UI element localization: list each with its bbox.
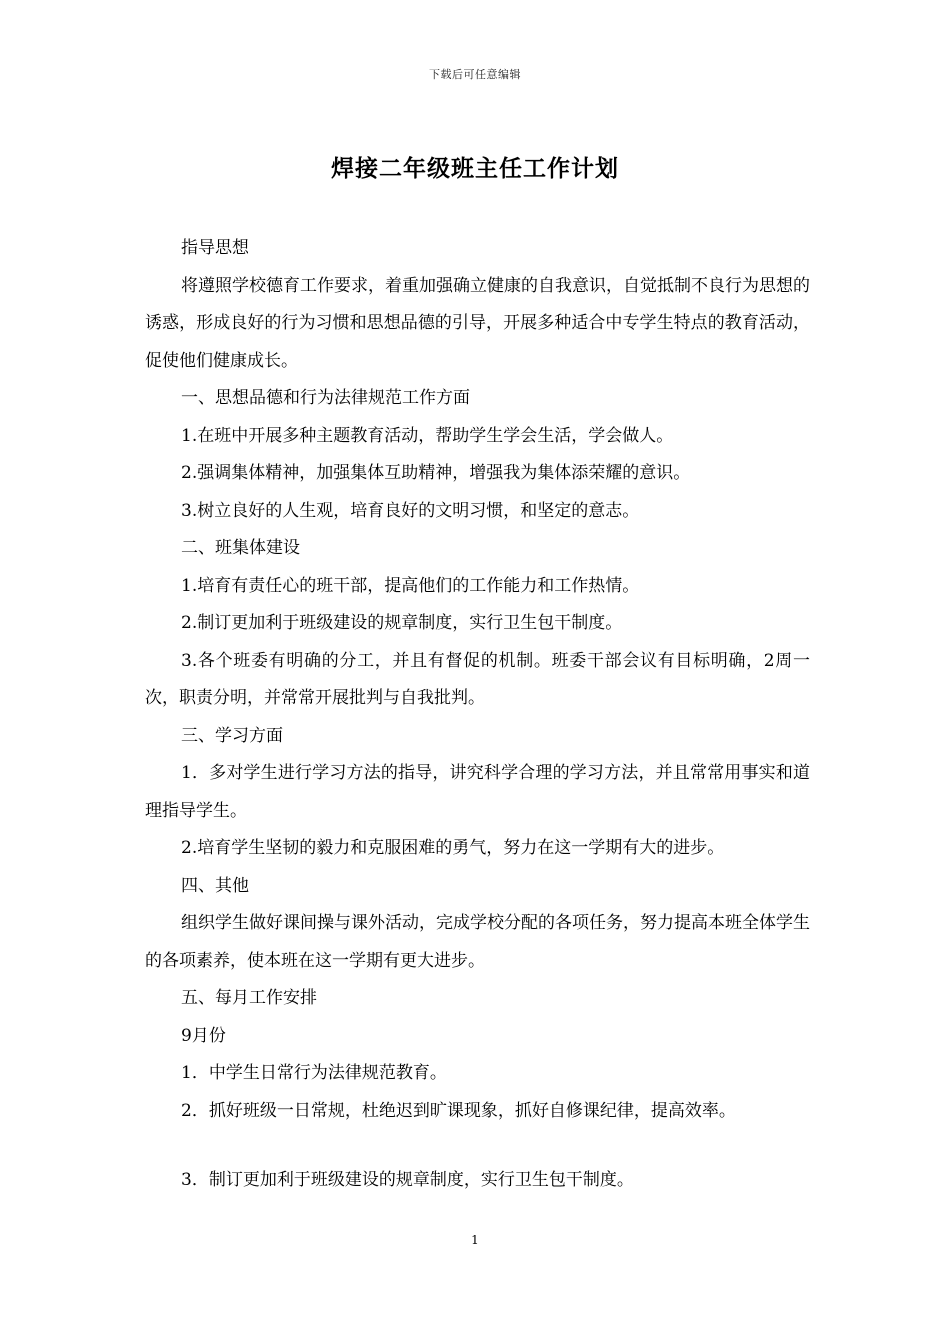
list-item: 1.在班中开展多种主题教育活动，帮助学生学会生活，学会做人。: [181, 425, 674, 446]
list-item: 2.制订更加利于班级建设的规章制度，实行卫生包干制度。: [181, 613, 623, 633]
paragraph: 将遵照学校德育工作要求，着重加强确立健康的自我意识，自觉抵制不良行为思想的诱惑，形成良好的行为习惯和思想品德的引导，开展多种适合中专学生特点的教育活动，促使他们健康成长。: [145, 275, 810, 371]
list-item: 1.培育有责任心的班干部，提高他们的工作能力和工作热情。: [181, 575, 640, 596]
list-item: 2.强调集体精神，加强集体互助精神，增强我为集体添荣耀的意识。: [181, 463, 691, 483]
list-item: 1．多对学生进行学习方法的指导，讲究科学合理的学习方法，并且常常用事实和道理指导学生。: [145, 763, 810, 821]
paragraph: 组织学生做好课间操与课外活动，完成学校分配的各项任务，努力提高本班全体学生的各项素养，使本班在这一学期有更大进步。: [145, 913, 810, 971]
page-number: 1: [471, 1233, 479, 1247]
document-title: 焊接二年级班主任工作计划: [331, 156, 619, 182]
header-note: 下载后可任意编辑: [429, 68, 521, 81]
list-item: 3.各个班委有明确的分工，并且有督促的机制。班委干部会议有目标明确，2周一次，职责分明，并常常开展批判与自我批判。: [145, 650, 810, 708]
section-heading: 四、其他: [181, 875, 249, 896]
list-item: 3.树立良好的人生观，培育良好的文明习惯，和坚定的意志。: [181, 500, 640, 521]
month-heading: 9月份: [181, 1025, 226, 1046]
document-body: [145, 230, 810, 1200]
list-item: 3．制订更加利于班级建设的规章制度，实行卫生包干制度。: [181, 1170, 634, 1190]
section-heading: 二、班集体建设: [181, 538, 300, 558]
list-item: 1．中学生日常行为法律规范教育。: [181, 1063, 447, 1083]
list-item: 2.培育学生坚韧的毅力和克服困难的勇气，努力在这一学期有大的进步。: [181, 838, 725, 858]
paragraph-guiding-thought: 指导思想: [181, 238, 249, 258]
section-heading: 三、学习方面: [181, 725, 283, 746]
section-heading: 一、思想品德和行为法律规范工作方面: [181, 388, 470, 408]
section-heading: 五、每月工作安排: [181, 988, 317, 1008]
list-item: 2．抓好班级一日常规，杜绝迟到旷课现象，抓好自修课纪律，提高效率。: [181, 1100, 736, 1121]
